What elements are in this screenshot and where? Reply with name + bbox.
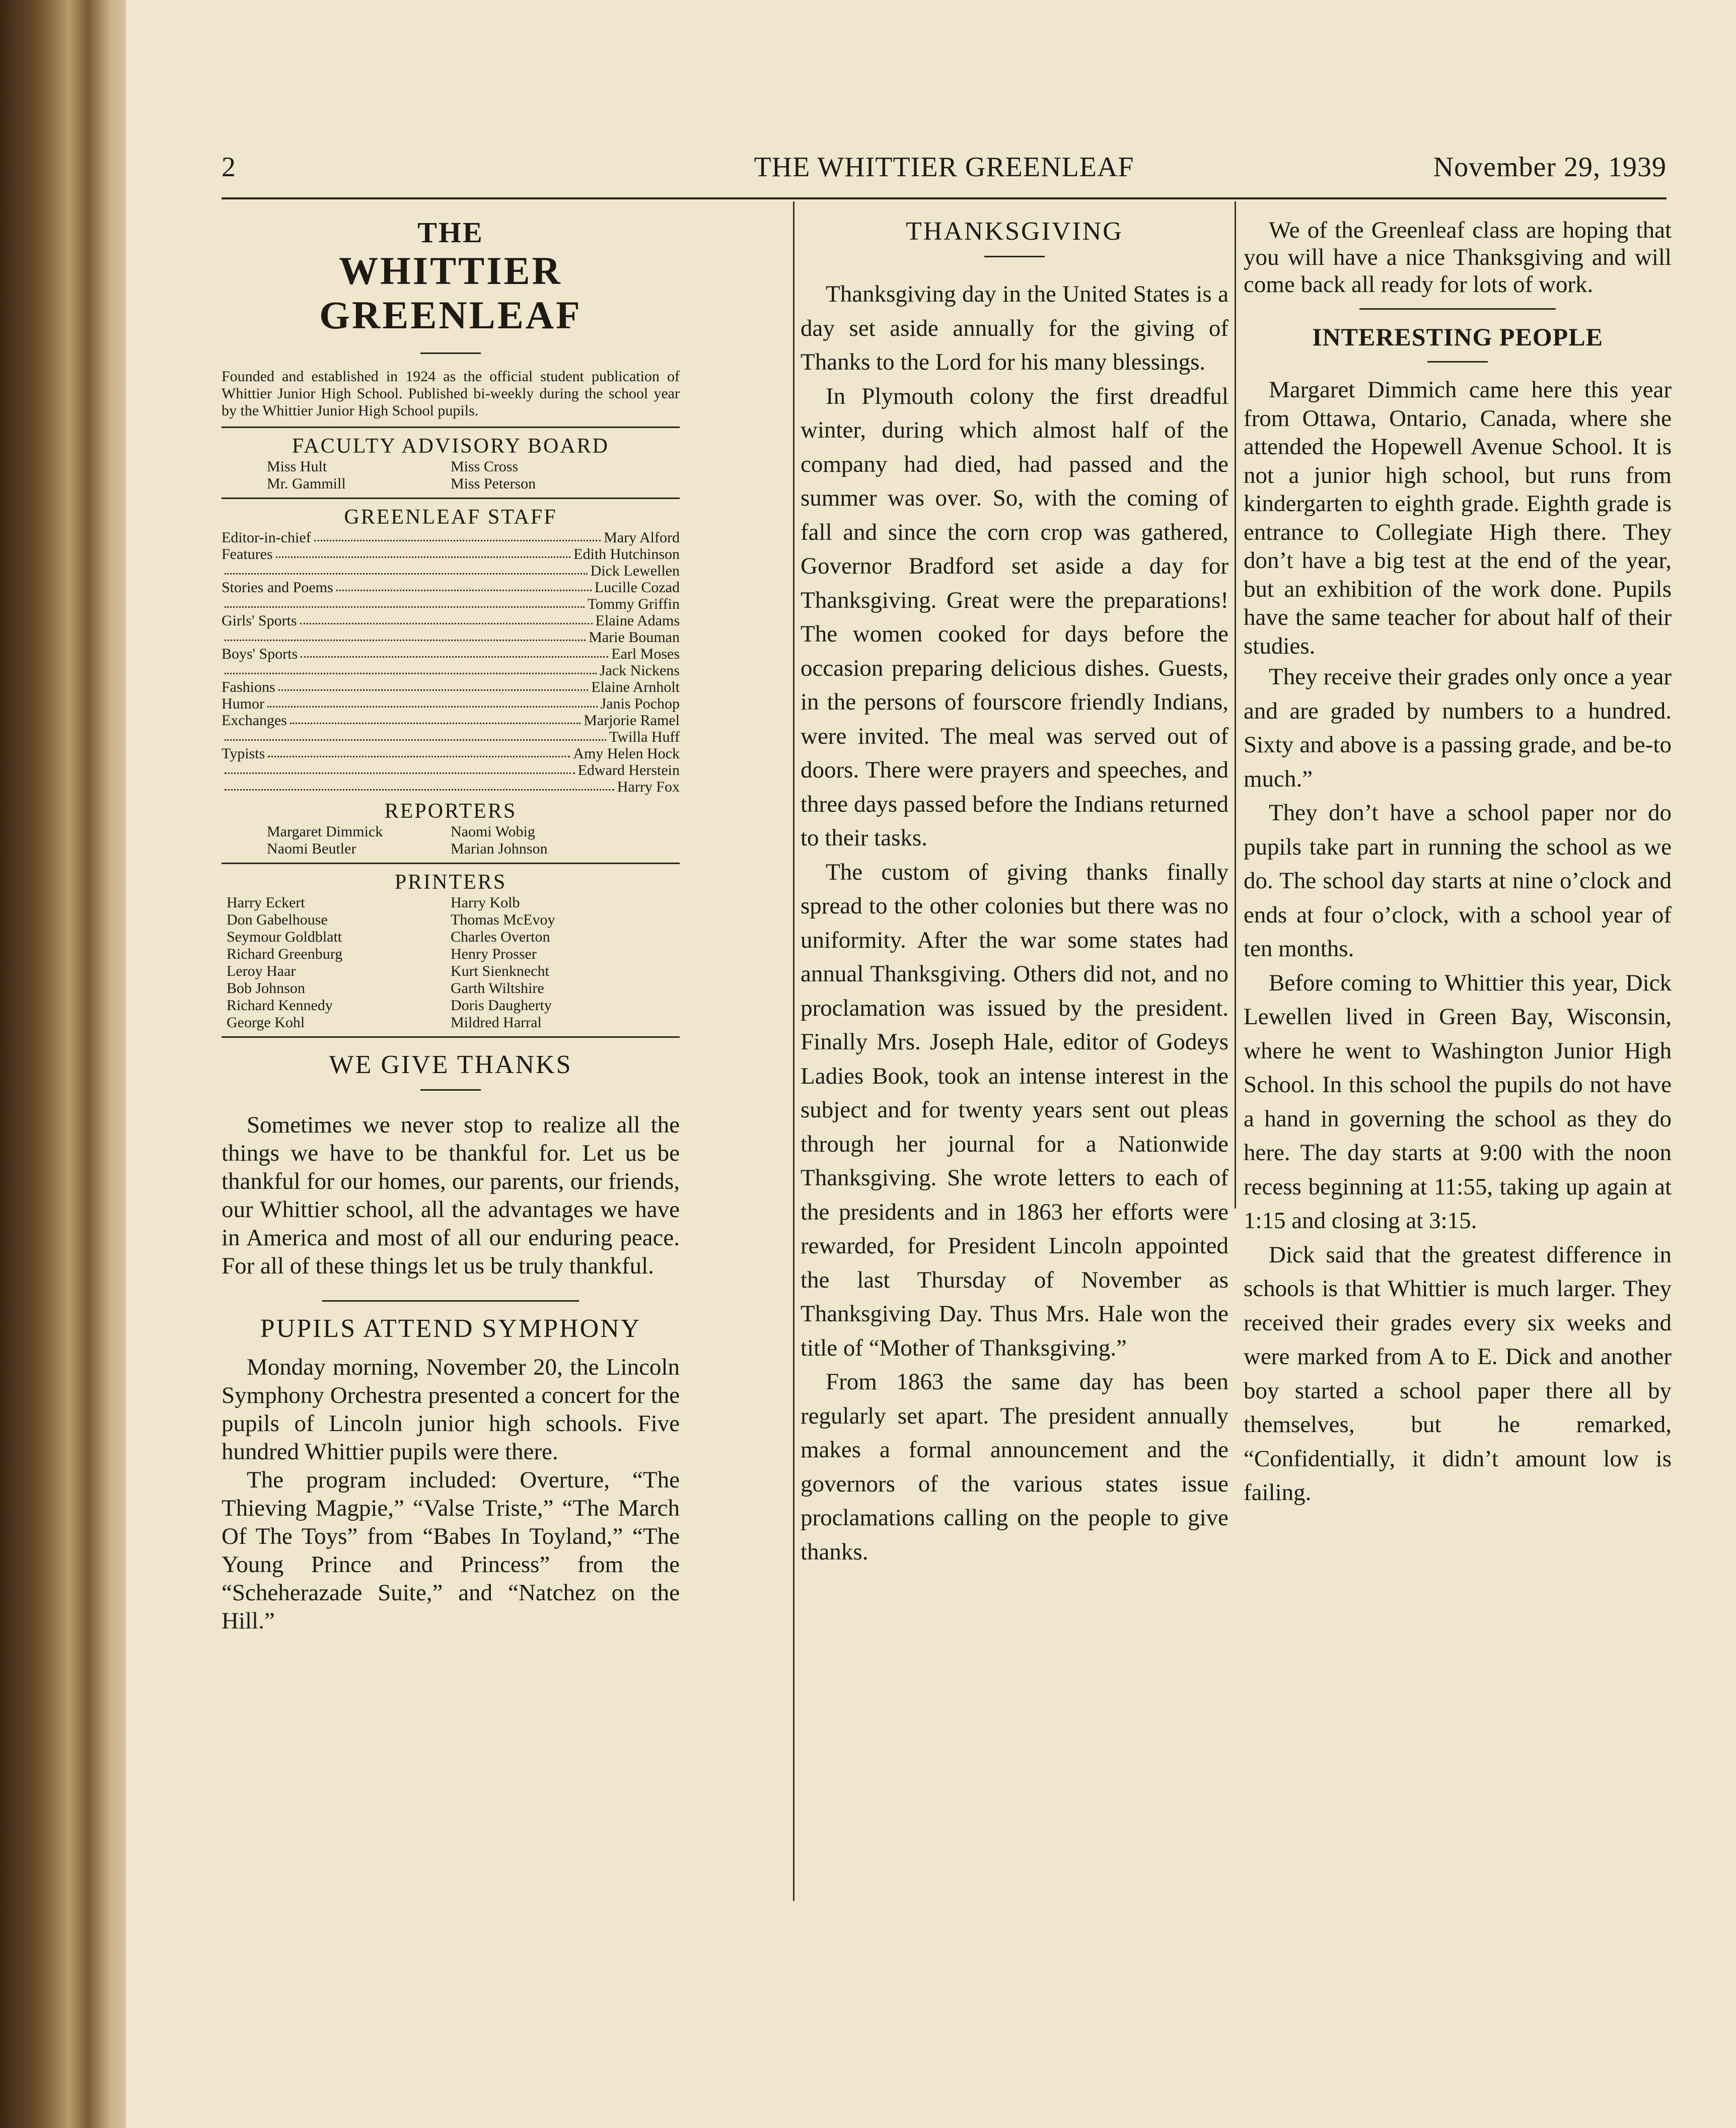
interesting-people-paragraph: Dick said that the greatest difference in schools is that Whittier is much larger. They received their grades every six weeks and were marked from A to E. Dick and another boy started a school paper there all by themselves, but he remarked, “Confidentially, it didn’t amount low is failing. xyxy=(1244,1241,1672,1506)
staff-name: Amy Helen Hock xyxy=(573,745,680,762)
staff-role: Editor-in-chief xyxy=(222,529,311,546)
dot-leader xyxy=(268,745,570,757)
advisory-member: Miss Cross xyxy=(451,458,519,475)
symphony-paragraph: The program included: Overture, “The Thieving Magpie,” “Valse Triste,” “The March Of The Toys” from “Babes In Toyland,” “The Young Prince and Princess” from the “Scheherazade Suite,” and “Natchez on the Hill.” xyxy=(222,1467,680,1634)
thanksgiving-paragraph: In Plymouth colony the first dreadful winter, during which almost half of the company had died, had passed and the summer was over. So, with the coming of fall and since the corn crop was gathered, Governor Bradford set aside a day for Thanksgiving. Great were the preparations! The women cooked for days before the occasion preparing delicious dishes. Guests, in the persons of fourscore friendly Indians, were invited. The meal was served out of doors. There were prayers and speeches, and three days passed before the Indians returned to their tasks. xyxy=(801,383,1228,851)
dot-leader xyxy=(225,778,614,791)
dot-leader xyxy=(314,529,601,541)
dot-leader xyxy=(276,546,571,558)
reporters-row xyxy=(222,840,680,858)
staff-name: Jack Nickens xyxy=(599,662,680,679)
staff-name: Marjorie Ramel xyxy=(584,712,680,729)
staff-row xyxy=(222,745,680,762)
column-3 xyxy=(1244,217,1672,1510)
dot-leader xyxy=(301,646,608,658)
symphony-heading: PUPILS ATTEND SYMPHONY xyxy=(260,1314,641,1343)
advisory-row xyxy=(222,458,680,475)
printer-name: Kurt Sienknecht xyxy=(451,963,549,979)
heading-rule xyxy=(984,256,1045,257)
interesting-people-paragraph: They don’t have a school paper nor do pupils take part in running the school as we do. The school day starts at nine o’clock and ends at four o’clock, with a school year of ten months. xyxy=(1244,800,1672,962)
staff-name: Edward Herstein xyxy=(577,762,680,778)
printer-name: Richard Greenburg xyxy=(227,946,343,962)
dot-leader xyxy=(225,596,585,608)
reporter-name: Naomi Beutler xyxy=(267,840,356,857)
divider xyxy=(322,1300,579,1302)
staff-name: Twilla Huff xyxy=(609,729,680,745)
divider xyxy=(222,863,680,864)
printer-name: Doris Daugherty xyxy=(451,997,552,1014)
dot-leader xyxy=(300,612,593,624)
staff-row xyxy=(222,695,680,712)
advisory-member: Mr. Gammill xyxy=(267,475,346,492)
staff-role: Fashions xyxy=(222,679,275,695)
staff-role: Features xyxy=(222,546,273,562)
reporter-name: Naomi Wobig xyxy=(451,823,535,840)
dot-leader xyxy=(225,629,586,641)
dot-leader xyxy=(225,662,597,674)
staff-name: Dick Lewellen xyxy=(590,562,680,579)
printer-name: Mildred Harral xyxy=(451,1014,542,1031)
staff-name: Elaine Arnholt xyxy=(591,679,680,695)
staff-name: Harry Fox xyxy=(617,778,680,795)
staff-role: Humor xyxy=(222,695,264,712)
dot-leader xyxy=(336,579,592,591)
printers-list xyxy=(222,894,680,1031)
staff-role: Exchanges xyxy=(222,712,287,729)
column-2 xyxy=(801,217,1228,1569)
staff-name: Edith Hutchinson xyxy=(573,546,680,562)
advisory-heading: FACULTY ADVISORY BOARD xyxy=(292,435,609,458)
staff-name: Earl Moses xyxy=(611,646,680,662)
greenleaf-note: We of the Greenleaf class are hoping that you will have a nice Thanksgiving and will come back all ready for lots of work. xyxy=(1244,217,1672,298)
staff-role: Boys' Sports xyxy=(222,646,298,662)
divider xyxy=(1359,308,1556,310)
dot-leader xyxy=(290,712,581,724)
staff-role: Stories and Poems xyxy=(222,579,333,596)
staff-name: Marie Bouman xyxy=(589,629,680,646)
printer-name: Bob Johnson xyxy=(227,980,305,997)
reporters-row xyxy=(222,823,680,840)
printer-name: Garth Wiltshire xyxy=(451,980,544,997)
staff-row xyxy=(222,778,680,795)
advisory-member: Miss Peterson xyxy=(451,475,536,492)
page-number: 2 xyxy=(222,152,236,183)
printer-name: Charles Overton xyxy=(451,929,550,945)
thanksgiving-paragraph: From 1863 the same day has been regularly set apart. The president annually makes a formal announcement and the governors of the various states issue proclamations calling on the people to give thanks. xyxy=(801,1369,1228,1565)
masthead-line1: THE xyxy=(417,216,484,249)
staff-row xyxy=(222,529,680,546)
staff-row xyxy=(222,629,680,646)
staff-list xyxy=(222,529,680,795)
dot-leader xyxy=(267,695,598,707)
thanksgiving-heading: THANKSGIVING xyxy=(906,217,1123,246)
header-rule xyxy=(222,197,1667,199)
printers-heading: PRINTERS xyxy=(394,871,507,894)
heading-rule xyxy=(1427,361,1488,363)
dot-leader xyxy=(225,762,575,774)
masthead-about: Founded and established in 1924 as the official student publication of Whittier Junior High School. Published bi-weekly during the school year by the Whittier Junior High School pupils. xyxy=(222,368,680,419)
staff-row xyxy=(222,596,680,612)
interesting-people-paragraph: They receive their grades only once a year and are graded by numbers to a hundred. Sixty and above is a passing grade, and be-to much.” xyxy=(1244,664,1672,792)
we-give-thanks-heading: WE GIVE THANKS xyxy=(329,1050,572,1079)
page-header xyxy=(222,151,1667,191)
column-1 xyxy=(222,217,680,1635)
staff-row xyxy=(222,562,680,579)
printer-name: Don Gabelhouse xyxy=(227,911,328,928)
printer-name: Leroy Haar xyxy=(227,963,296,979)
thanksgiving-paragraph: The custom of giving thanks finally spread to the other colonies but there was no uniformity. After the war some states had annual Thanksgiving. Others did not, and no proclamation was issued by the president. Finally Mrs. Joseph Hale, editor of Godeys Ladies Book, took an intense interest in the subject and for twenty years sent out pleas through her journal for a Nationwide Thanksgiving. She wrote letters to each of the presidents and in 1863 her efforts were rewarded, for President Lincoln appointed the last Thursday of November as Thanksgiving Day. Thus Mrs. Hale won the title of “Mother of Thanksgiving.” xyxy=(801,859,1228,1361)
printer-name: Harry Kolb xyxy=(451,894,520,911)
staff-name: Elaine Adams xyxy=(595,612,680,629)
divider xyxy=(222,498,680,499)
divider xyxy=(222,427,680,428)
header-date: November 29, 1939 xyxy=(1433,152,1667,183)
masthead-title: WHITTIER GREENLEAF xyxy=(319,249,582,337)
staff-name: Mary Alford xyxy=(604,529,680,546)
staff-row xyxy=(222,712,680,729)
masthead-rule xyxy=(420,352,481,354)
column-divider-1 xyxy=(793,201,794,1901)
staff-row xyxy=(222,662,680,679)
printer-name: George Kohl xyxy=(227,1014,305,1031)
staff-name: Janis Pochop xyxy=(600,695,680,712)
symphony-paragraph: Monday morning, November 20, the Lincoln Symphony Orchestra presented a concert for the pupils of Lincoln junior high schools. Five hundred Whittier pupils were there. xyxy=(222,1354,680,1465)
staff-row xyxy=(222,579,680,596)
we-give-thanks-text: Sometimes we never stop to realize all the things we have to be thankful for. Let us be thankful for our homes, our parents, our friends, our Whittier school, all the advantages we have in America and most of all our enduring peace. For all of these things let us be truly thankful. xyxy=(222,1112,680,1279)
staff-row xyxy=(222,762,680,778)
printer-name: Richard Kennedy xyxy=(227,997,333,1014)
book-binding-edge xyxy=(0,0,126,2128)
header-title: THE WHITTIER GREENLEAF xyxy=(754,152,1134,183)
divider xyxy=(222,1036,680,1038)
staff-row xyxy=(222,729,680,745)
reporter-name: Marian Johnson xyxy=(451,840,548,857)
staff-heading: GREENLEAF STAFF xyxy=(344,506,557,529)
staff-name: Tommy Griffin xyxy=(587,596,680,612)
staff-role: Typists xyxy=(222,745,265,762)
printer-name: Thomas McEvoy xyxy=(451,911,555,928)
column-divider-2 xyxy=(1235,201,1236,1209)
reporter-name: Margaret Dimmick xyxy=(267,823,383,840)
advisory-member: Miss Hult xyxy=(267,458,327,475)
staff-role: Girls' Sports xyxy=(222,612,297,629)
thanksgiving-paragraph: Thanksgiving day in the United States is a day set aside annually for the giving of Thanks to the Lord for his many blessings. xyxy=(801,281,1228,375)
staff-row xyxy=(222,546,680,562)
dot-leader xyxy=(278,679,589,691)
reporters-heading: REPORTERS xyxy=(384,800,517,823)
printer-name: Harry Eckert xyxy=(227,894,305,911)
staff-row xyxy=(222,679,680,695)
interesting-people-paragraph: Margaret Dimmich came here this year from Ottawa, Ontario, Canada, where she attended the Hopewell Avenue School. It is not a junior high school, but runs from kindergarten to eighth grade. Eighth grade is entrance to Collegiate High there. They don’t have a big test at the end of the year, but an exhibition of the work done. Pupils have the same teacher for about half of their studies. xyxy=(1244,377,1672,659)
heading-rule xyxy=(420,1089,481,1091)
advisory-row xyxy=(222,475,680,492)
staff-row xyxy=(222,646,680,662)
staff-row xyxy=(222,612,680,629)
dot-leader xyxy=(225,729,606,741)
interesting-people-heading: INTERESTING PEOPLE xyxy=(1312,323,1603,351)
printer-name: Seymour Goldblatt xyxy=(227,929,342,945)
staff-name: Lucille Cozad xyxy=(594,579,680,596)
dot-leader xyxy=(225,562,588,575)
interesting-people-paragraph: Before coming to Whittier this year, Dick Lewellen lived in Green Bay, Wisconsin, where he went to Washington Junior High School. In this school the pupils do not have a hand in governing the school as they do here. The day starts at 9:00 with the noon recess beginning at 11:55, taking up again at 1:15 and closing at 3:15. xyxy=(1244,969,1672,1234)
printer-name: Henry Prosser xyxy=(451,946,537,962)
